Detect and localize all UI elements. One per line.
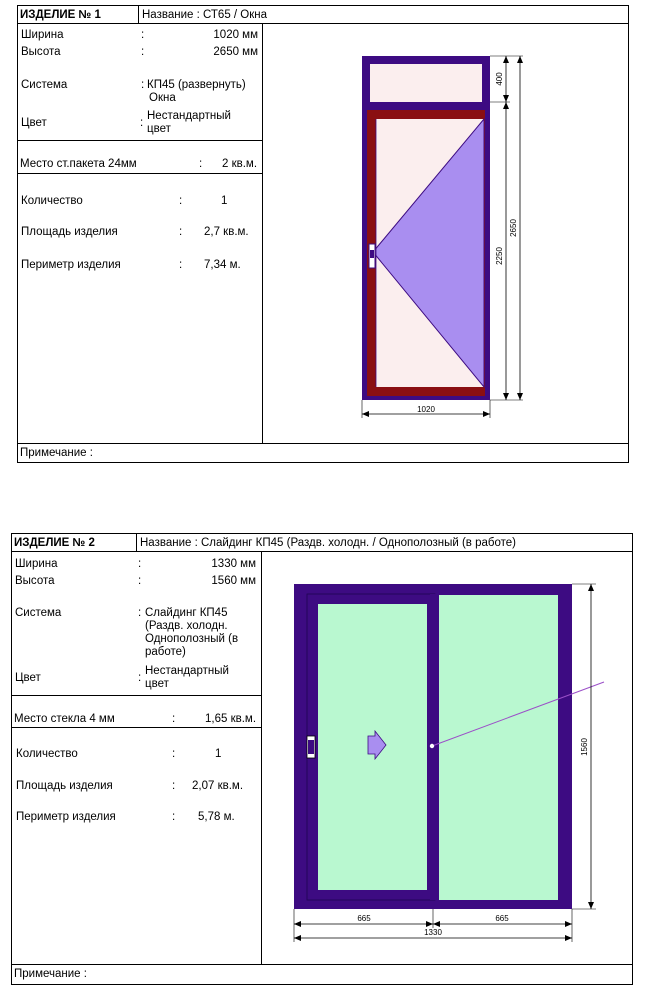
perimeter-colon: :: [172, 811, 176, 823]
quantity-value: 1: [215, 748, 222, 760]
system-label: Система: [21, 79, 68, 91]
glass-colon: :: [172, 713, 176, 725]
quantity-value: 1: [221, 195, 228, 207]
height-value: 2650 мм: [213, 46, 258, 58]
item-name: Название : Слайдинг КП45 (Раздв. холодн. / Однополозный (в работе): [140, 537, 516, 549]
color-colon: :: [138, 672, 142, 684]
color-label: Цвет: [21, 117, 47, 129]
width-label: Ширина: [21, 29, 64, 41]
color-value-line2: цвет: [145, 678, 169, 690]
height-label: Высота: [15, 575, 55, 587]
color-value-line1: Нестандартный: [147, 110, 231, 122]
quantity-colon: :: [172, 748, 176, 760]
width-value: 1020 мм: [213, 29, 258, 41]
width-value: 1330 мм: [211, 558, 256, 570]
system-value-line1: КП45 (развернуть): [147, 79, 246, 91]
perimeter-label: Периметр изделия: [16, 811, 116, 823]
system-value-line3: Однополозный (в: [145, 633, 239, 645]
area-value: 2,07 кв.м.: [192, 780, 244, 792]
item-number: ИЗДЕЛИЕ № 1: [20, 9, 101, 21]
color-label: Цвет: [15, 672, 41, 684]
width-label: Ширина: [15, 558, 58, 570]
perimeter-colon: :: [179, 259, 183, 271]
area-label: Площадь изделия: [16, 780, 113, 792]
glass-value: 2 кв.м.: [222, 158, 258, 170]
width-colon: :: [138, 558, 142, 570]
glass-label: Место стекла 4 мм: [14, 713, 115, 725]
perimeter-label: Периметр изделия: [21, 259, 121, 271]
system-colon: :: [138, 607, 142, 619]
system-value-line1: Слайдинг КП45: [145, 607, 228, 619]
perimeter-value: 5,78 м.: [198, 811, 235, 823]
color-value-line2: цвет: [147, 123, 171, 135]
area-colon: :: [172, 780, 176, 792]
system-value-line2: (Раздв. холодн.: [145, 620, 228, 632]
dim-right-width: 665: [495, 914, 509, 923]
width-colon: :: [141, 29, 145, 41]
dim-total-width: 1330: [424, 928, 442, 937]
area-label: Площадь изделия: [21, 226, 118, 238]
system-colon: :: [141, 79, 145, 91]
height-label: Высота: [21, 46, 61, 58]
note-label: Примечание :: [14, 968, 87, 980]
quantity-label: Количество: [16, 748, 78, 760]
system-value-line4: работе): [145, 646, 186, 658]
item-name: Название : СТ65 / Окна: [142, 9, 268, 21]
item-number: ИЗДЕЛИЕ № 2: [14, 537, 95, 549]
color-colon: :: [140, 117, 144, 129]
glass-colon: :: [199, 158, 203, 170]
color-value-line1: Нестандартный: [145, 665, 229, 677]
quantity-label: Количество: [21, 195, 83, 207]
glass-label: Место ст.пакета 24мм: [20, 158, 137, 170]
perimeter-value: 7,34 м.: [204, 259, 241, 271]
height-colon: :: [141, 46, 145, 58]
dim-height: 1560: [580, 738, 589, 756]
note-label: Примечание :: [20, 447, 93, 459]
system-label: Система: [15, 607, 62, 619]
quantity-colon: :: [179, 195, 183, 207]
dim-left-width: 665: [357, 914, 371, 923]
height-colon: :: [138, 575, 142, 587]
glass-value: 1,65 кв.м.: [205, 713, 257, 725]
system-value-line2: Окна: [149, 92, 176, 104]
dim-width: 1020: [417, 405, 435, 414]
height-value: 1560 мм: [211, 575, 256, 587]
area-value: 2,7 кв.м.: [204, 226, 249, 238]
dim-bottom-height: 2250: [495, 247, 504, 265]
dim-top-height: 400: [495, 72, 504, 86]
dim-total-height: 2650: [509, 219, 518, 237]
area-colon: :: [179, 226, 183, 238]
right-glass: [439, 595, 558, 900]
